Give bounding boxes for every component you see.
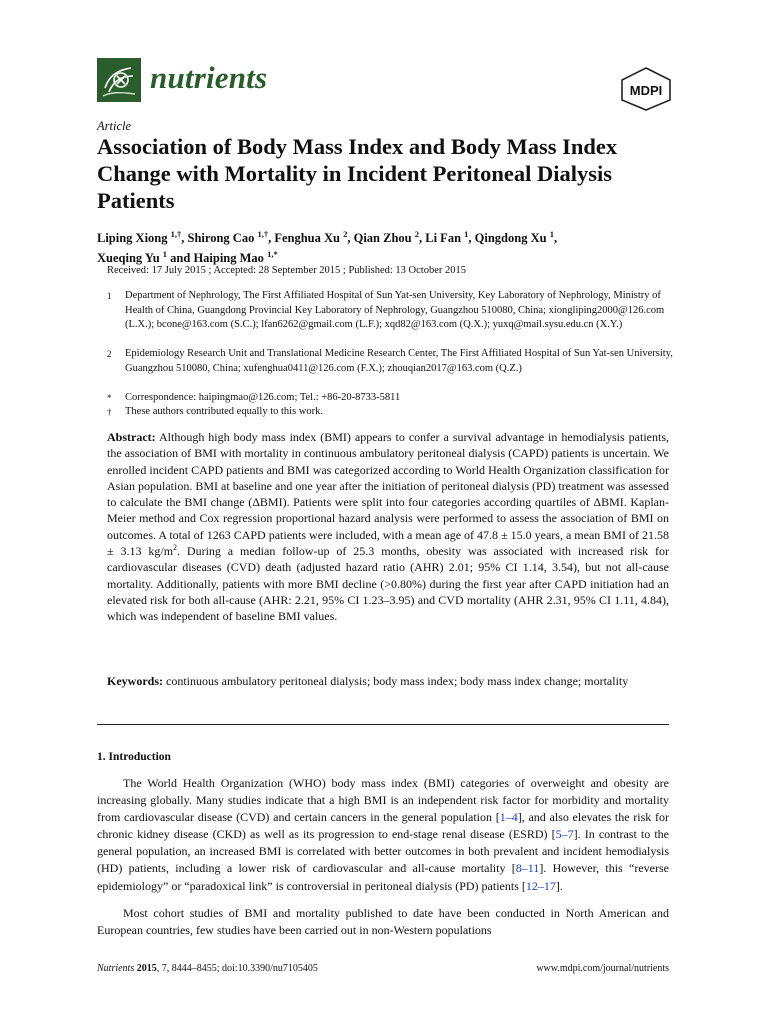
journal-logo-icon (97, 58, 141, 102)
correspondence-item (107, 391, 677, 406)
mdpi-logo-text: MDPI (629, 83, 663, 98)
keywords-text: continuous ambulatory peritoneal dialysis; body mass index; body mass index change; mortality (163, 674, 629, 688)
footer-citation: Nutrients 2015, 7, 8444–8455; doi:10.3390/nu7105405 (97, 963, 318, 974)
author[interactable]: Fenghua Xu $^2$ (274, 229, 348, 246)
mdpi-logo-icon (618, 66, 674, 112)
affiliation-item (107, 347, 677, 376)
affiliation-text: Correspondence: haipingmao@126.com; Tel.: +86-20-8733-5811 (125, 392, 401, 403)
keywords (107, 673, 669, 689)
citation-link[interactable]: 1–4 (499, 810, 518, 825)
journal-name: nutrients (150, 60, 268, 95)
intro-paragraph-2: Most cohort studies of BMI and mortality published to date have been conducted in North American and European countries, few studies have been carried out in non-Western populations (97, 906, 669, 938)
keywords-label: Keywords: (107, 674, 163, 688)
author[interactable]: Xueqing Yu $^1$ (97, 249, 168, 266)
abstract-text-continued: . During a median follow-up of 25.3 months, obesity was associated with increased risk for cardiovascular diseases (CVD) death (adjusted hazard ratio (AHR) 2.01; 95% CI 1.14, 3.54), but not all-cause mortality. Additionally, patients with more BMI decline (>0.80%) during the first year after CAPD initiation had an elevated risk for both all-cause (AHR: 2.21, 95% CI 1.23–3.95) and CVD mortality (AHR 2.31, 95% CI 1.11, 4.84), which was independent of baseline BMI values. (107, 544, 669, 624)
author[interactable]: Haiping Mao $^{1,*}$ (193, 249, 278, 266)
article-title: Association of Body Mass Index and Body Mass Index Change with Mortality in Incident Peritoneal Dialysis Patients (97, 134, 618, 213)
author[interactable]: Li Fan $^1$ (425, 229, 469, 246)
section-heading: 1. Introduction (97, 751, 171, 763)
author[interactable]: Liping Xiong $^{1,\dagger}$ (97, 229, 182, 246)
affiliation-text: These authors contributed equally to this work. (125, 406, 323, 417)
affiliation-mark: 2 (107, 349, 112, 359)
citation-link[interactable]: 8–11 (515, 861, 540, 876)
abstract (107, 429, 669, 625)
affiliation-mark: 1 (107, 291, 112, 301)
author-conjunction: and (170, 251, 191, 266)
affiliation-text: Epidemiology Research Unit and Translational Medicine Research Center, The First Affiliated Hospital of Sun Yat-sen University, Guangzhou 510080, China; xufenghua0411@126.com (F.X.); zhouqian2017@163.com (Q.Z.) (125, 348, 673, 374)
equal-contribution-note (107, 405, 677, 420)
citation-link[interactable]: 12–17 (525, 878, 556, 893)
author-list: Liping Xiong $^{1,\dagger}$, Shirong Cao $^{1,\dagger}$, Fenghua Xu $^2$, Qian Zhou $^2$, Li Fan $^1$, Qingdong Xu $^1$, Xueqing Yu $^1$ and Haiping Mao $^{1,*}$ (97, 229, 558, 266)
author[interactable]: Qian Zhou $^2$ (353, 229, 419, 246)
footer-url[interactable]: www.mdpi.com/journal/nutrients (536, 963, 669, 974)
affiliation-mark: † (107, 407, 112, 417)
affiliation-item (107, 289, 677, 333)
author[interactable]: Shirong Cao $^{1,\dagger}$ (187, 229, 269, 246)
abstract-text: Although high body mass index (BMI) appears to confer a survival advantage in hemodialysis patients, the association of BMI with mortality in continuous ambulatory peritoneal dialysis (CAPD) patients is uncertain. We enrolled incident CAPD patients and BMI was categorized according to World Health Organization classification for Asian population. BMI at baseline and one year after the initiation of peritoneal dialysis (PD) treatment was assessed to calculate the BMI change (ΔBMI). Patients were split into four categories according quartiles of ΔBMI. Kaplan-Meier method and Cox regression proportional hazard analysis were performed to assess the association of BMI on outcomes. A total of 1263 CAPD patients were included, with a mean age of 47.8 ± 15.0 years, a mean BMI of 21.58 ± 3.13 kg/m (107, 430, 669, 559)
author[interactable]: Qingdong Xu $^1$ (474, 229, 554, 246)
abstract-label: Abstract: (107, 430, 156, 444)
affiliation-mark: * (107, 393, 112, 403)
section-divider (97, 724, 669, 725)
abstract-superscript: 2 (173, 543, 178, 553)
affiliation-text: Department of Nephrology, The First Affiliated Hospital of Sun Yat-sen University, Key Laboratory of Nephrology, Ministry of Health of China, Guangdong Provincial Key Laboratory of Nephrology, Guangzhou 510080, China; xiongliping2000@126.com (L.X.); bcone@163.com (S.C.); lfan6262@gmail.com (L.F.); xqd82@163.com (Q.X.); yuxq@mail.sysu.edu.cn (X.Y.) (125, 290, 665, 330)
article-type: Article (97, 119, 132, 133)
citation-link[interactable]: 5–7 (555, 827, 574, 842)
intro-paragraph-1: The World Health Organization (WHO) body mass index (BMI) categories of overweight and obesity are increasing globally. Many studies indicate that a high BMI is an independent risk factor for morbidity and mortality from cardiovascular disease (CVD) and certain cancers in the general population [1–4], and also elevates the risk for chronic kidney disease (CKD) as well as its progression to end-stage renal disease (ESRD) [5–7]. In contrast to the general population, an increased BMI is correlated with better outcomes in both prevalent and incident hemodialysis (HD) patients, including a lower risk of cardiovascular and all-cause mortality [8–11]. However, this “reverse epidemiology” or “paradoxical link” is controversial in peritoneal dialysis (PD) patients [12–17]. (97, 776, 669, 893)
publication-dates: Received: 17 July 2015 ; Accepted: 28 September 2015 ; Published: 13 October 2015 (107, 265, 466, 276)
